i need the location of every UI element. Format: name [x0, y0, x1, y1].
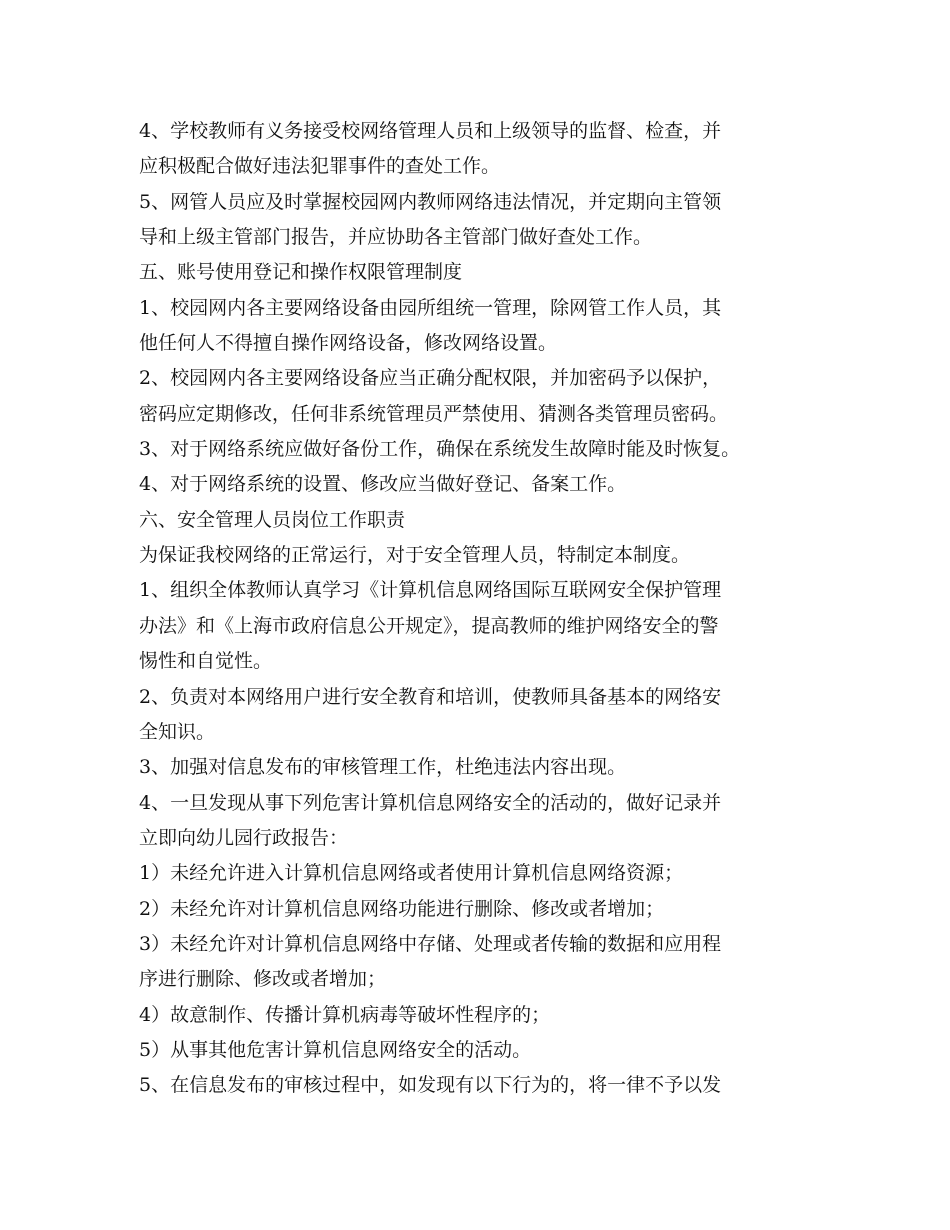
text-line: 他任何人不得擅自操作网络设备，修改网络设置。	[139, 332, 558, 355]
text-line: 4、一旦发现从事下列危害计算机信息网络安全的活动的，做好记录并	[139, 791, 722, 814]
text-line: 全知识。	[139, 720, 216, 743]
text-line: 序进行删除、修改或者增加；	[139, 968, 387, 991]
text-line: 2、负责对本网络用户进行安全教育和培训，使教师具备基本的网络安	[139, 685, 722, 708]
text-line: 惕性和自觉性。	[139, 650, 273, 673]
text-line: 2、校园网内各主要网络设备应当正确分配权限，并加密码予以保护，	[139, 367, 722, 390]
text-line: 3、对于网络系统应做好备份工作，确保在系统发生故障时能及时恢复。	[139, 438, 741, 461]
text-line: 1）未经允许进入计算机信息网络或者使用计算机信息网络资源；	[139, 862, 684, 885]
text-line: 立即向幼儿园行政报告：	[139, 826, 349, 849]
text-line: 3）未经允许对计算机信息网络中存储、处理或者传输的数据和应用程	[139, 932, 722, 955]
text-line: 4）故意制作、传播计算机病毒等破坏性程序的；	[139, 1003, 551, 1026]
text-line: 办法》和《上海市政府信息公开规定》，提高教师的维护网络安全的警	[139, 614, 719, 637]
text-line: 4、学校教师有义务接受校网络管理人员和上级领导的监督、检查，并	[139, 120, 722, 142]
text-line: 1、组织全体教师认真学习《计算机信息网络国际互联网安全保护管理	[139, 579, 722, 602]
text-line: 4、对于网络系统的设置、修改应当做好登记、备案工作。	[139, 473, 627, 496]
text-line: 应积极配合做好违法犯罪事件的查处工作。	[139, 155, 501, 178]
text-line: 5）从事其他危害计算机信息网络安全的活动。	[139, 1038, 532, 1061]
text-line: 1、校园网内各主要网络设备由园所组统一管理，除网管工作人员，其	[139, 296, 722, 319]
text-line: 为保证我校网络的正常运行，对于安全管理人员，特制定本制度。	[139, 544, 691, 567]
text-line: 导和上级主管部门报告，并应协助各主管部门做好查处工作。	[139, 226, 653, 249]
text-line: 3、加强对信息发布的审核管理工作，杜绝违法内容出现。	[139, 756, 627, 779]
document-body	[139, 114, 819, 1104]
text-line: 5、网管人员应及时掌握校园网内教师网络违法情况，并定期向主管领	[139, 190, 722, 213]
text-line: 5、在信息发布的审核过程中，如发现有以下行为的，将一律不予以发	[139, 1074, 722, 1097]
text-line: 2）未经允许对计算机信息网络功能进行删除、修改或者增加；	[139, 897, 665, 920]
text-line: 密码应定期修改，任何非系统管理员严禁使用、猜测各类管理员密码。	[139, 402, 729, 425]
section-heading: 五、账号使用登记和操作权限管理制度	[139, 261, 463, 284]
section-heading: 六、安全管理人员岗位工作职责	[139, 508, 406, 531]
